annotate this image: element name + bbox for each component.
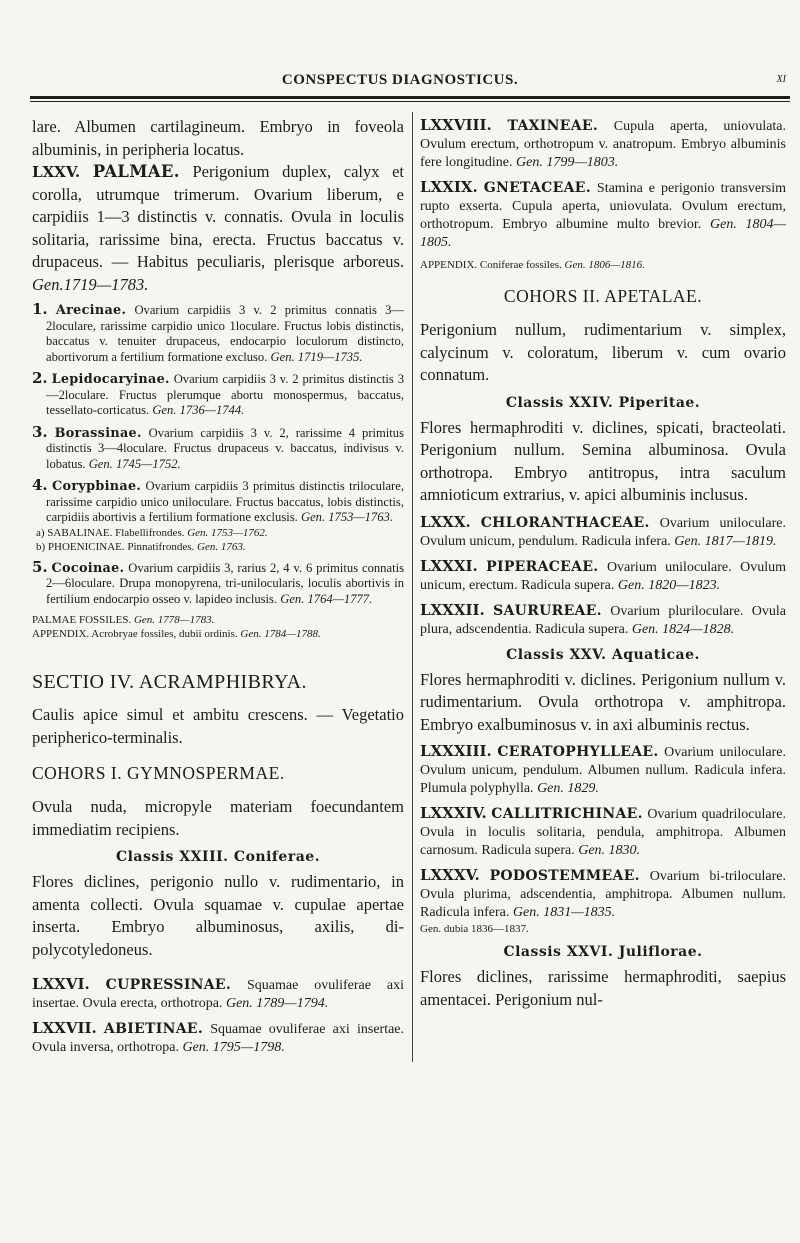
order-name: SAURUREAE. bbox=[493, 602, 602, 619]
order-name: CUPRESSINAE. bbox=[105, 977, 232, 993]
genera-range: Gen. 1804—1805. bbox=[420, 217, 786, 250]
order-taxineae bbox=[420, 116, 786, 172]
suborder-name: Corypbinae. bbox=[52, 479, 142, 494]
suborder-name: Cocoinae. bbox=[51, 560, 125, 576]
order-description: Squamae ovuliferae axi insertae. Ovula erecta, orthotropa. bbox=[32, 978, 405, 1011]
genera-range: Gen. 1820—1823. bbox=[617, 577, 721, 593]
appendix-label: APPENDIX. Coniferae fossiles. bbox=[420, 259, 562, 271]
suborder-description: Ovarium carpidiis 3 v. 2 primitus distinctis 3—2loculare. Fructus plerumque abortu monospermus, baccatus, tessellato-corticatus. bbox=[46, 372, 404, 417]
order-description: Ovarium bi-triloculare. Ovula plurima, adscendentia, amphitropa. Albumen nullum. Radicula infera. bbox=[420, 869, 786, 920]
palmae-fossiles bbox=[32, 613, 404, 627]
tribe-phoenicinae bbox=[32, 540, 404, 554]
genera-range: Gen. 1753—1763. bbox=[300, 510, 393, 524]
order-number: LXXXI. bbox=[420, 556, 478, 575]
order-description: Perigonium duplex, calyx et corolla, utrumque trimerum. Ovarium liberum, e carpidiis 1—3 distinctis v. connatis. Ovula in loculis solitaria, rarissime bina, erecta. Fructus baccatus v. drupaceus. — Habitus peculiaris, plerisque arboreus. bbox=[32, 162, 405, 271]
appendix-acrobryae bbox=[32, 627, 404, 641]
order-description: Ovarium uniloculare. Ovulum unicum, pendulum. Radicula infera. bbox=[420, 515, 786, 549]
genera-range: Gen. 1806—1816. bbox=[564, 259, 645, 271]
genera-range: Gen. 1789—1794. bbox=[225, 996, 329, 1011]
order-chloranthaceae bbox=[420, 513, 786, 551]
order-number: LXXVI. bbox=[32, 975, 90, 993]
tribe-sabalinae bbox=[32, 526, 404, 540]
page-header bbox=[0, 0, 800, 100]
suborder-coryphinae bbox=[32, 478, 404, 526]
order-description: Ovarium uniloculare. Ovulum unicum, erectum. Radicula supera. bbox=[420, 559, 786, 593]
order-name: CERATOPHYLLEAE. bbox=[497, 744, 659, 760]
genera-range: Gen. 1719—1735. bbox=[270, 349, 363, 364]
appendix-label: APPENDIX. Acrobryae fossiles, dubii ordinis. bbox=[32, 628, 238, 640]
tribe-label: b) PHOENICINAE. Pinnatifrondes. bbox=[36, 540, 195, 553]
cohors-description: Ovula nuda, micropyle materiam foecundantem immediatim recipiens. bbox=[32, 797, 404, 839]
order-number: LXXXII. bbox=[420, 600, 485, 619]
order-description: Ovarium uniloculare. Ovulum unicum, pendulum. Albumen nullum. Radicula infera. Plumula polyphylla. bbox=[420, 745, 786, 796]
suborder-name: Arecinae. bbox=[55, 303, 127, 318]
order-callitrichinae bbox=[420, 804, 786, 860]
classis-title: Classis XXIII. Coniferae. bbox=[115, 849, 321, 865]
genera-range: Gen. 1764—1777. bbox=[280, 591, 373, 606]
cohors-title: COHORS I. GYMNOSPERMAE. bbox=[32, 763, 285, 783]
suborder-number: 5. bbox=[32, 557, 48, 576]
order-podostemmeae bbox=[420, 866, 786, 922]
column-divider bbox=[412, 112, 413, 1062]
left-column bbox=[32, 116, 404, 1057]
genera-range: Gen. 1795—1798. bbox=[182, 1040, 285, 1055]
suborder-number: 3. bbox=[32, 422, 48, 441]
classis-title: Classis XXVI. Juliflorae. bbox=[503, 944, 703, 960]
order-number: LXXXIII. bbox=[420, 742, 492, 760]
appendix-coniferae bbox=[420, 258, 786, 272]
order-palmae bbox=[32, 161, 404, 296]
suborder-cocoinae bbox=[32, 557, 404, 608]
order-abietinae bbox=[32, 1019, 404, 1057]
genera-range: Gen. 1830. bbox=[578, 843, 641, 858]
suborder-number: 4. bbox=[32, 476, 48, 494]
order-number: LXXV. bbox=[32, 163, 81, 181]
order-name: TAXINEAE. bbox=[507, 118, 599, 134]
genera-range: Gen. 1829. bbox=[537, 781, 599, 796]
order-name: CALLITRICHINAE. bbox=[491, 806, 643, 822]
order-number: LXXXIV. bbox=[420, 804, 487, 822]
order-name: PODOSTEMMEAE. bbox=[489, 868, 640, 884]
genera-range: Gen. 1753—1762. bbox=[187, 526, 268, 539]
genera-range: Gen. 1784—1788. bbox=[240, 628, 321, 640]
order-name: PALMAE. bbox=[92, 162, 180, 181]
section-title: SECTIO IV. ACRAMPHIBRYA. bbox=[32, 671, 307, 693]
order-gnetaceae bbox=[420, 178, 786, 252]
genera-range: Gen. 1745—1752. bbox=[88, 456, 181, 471]
order-description: Cupula aperta, uniovulata. Ovulum erectum, orthotropum v. anatropum. Embryo albuminis fere longitudine. bbox=[420, 119, 787, 170]
genera-range: Gen. 1817—1819. bbox=[674, 533, 777, 549]
genera-range: Gen. 1778—1783. bbox=[133, 614, 215, 626]
suborder-number: 1. bbox=[32, 300, 48, 318]
order-name: CHLORANTHACEAE. bbox=[480, 514, 650, 531]
genera-dubia: Gen. dubia 1836—1837. bbox=[420, 923, 529, 935]
order-cupressinae bbox=[32, 975, 404, 1013]
order-description: Squamae ovuliferae axi insertae. Ovula inversa, orthotropa. bbox=[32, 1022, 405, 1055]
classis-description: Flores hermaphroditi v. diclines. Perigonium nullum v. rudimentarium. Ovula orthotropa v. amphitropa. Embryo exalbuminosus v. in axi albuminis rectus. bbox=[420, 669, 786, 734]
genera-range: Gen. 1736—1744. bbox=[152, 403, 245, 417]
classis-description: Flores hermaphroditi v. diclines, spicati, bracteolati. Perigonium nullum. Semina albuminosa. Ovula orthotropa. Embryo antitropus, intra saculum amnioticum extrarius, v. apici albuminis inclusus. bbox=[420, 417, 786, 504]
genera-range: Gen.1719—1783. bbox=[32, 274, 149, 294]
suborder-description: Ovarium carpidiis 3, rarius 2, 4 v. 6 primitus connatis 2—6loculare. Drupa monopyrena, tri-unilocularis, loculis abortivis in fertilium endocarpio osseo v. lapideo inclusis. bbox=[46, 560, 404, 606]
fossil-label: PALMAE FOSSILES. bbox=[32, 614, 132, 626]
order-description: Ovarium pluriloculare. Ovula plura, adscendentia. Radicula supera. bbox=[420, 603, 787, 637]
order-number: LXXVII. bbox=[32, 1019, 97, 1037]
order-number: LXXVIII. bbox=[420, 116, 492, 134]
suborder-number: 2. bbox=[32, 369, 48, 387]
header-rule-thin bbox=[30, 101, 790, 102]
genera-range: Gen. 1824—1828. bbox=[631, 621, 735, 637]
order-ceratophylleae bbox=[420, 742, 786, 798]
classis-title: Classis XXIV. Piperitae. bbox=[505, 394, 701, 411]
classis-title: Classis XXV. Aquaticae. bbox=[506, 646, 700, 663]
order-piperaceae bbox=[420, 557, 786, 595]
cohors-title: COHORS II. APETALAE. bbox=[503, 286, 703, 306]
order-description: Stamina e perigonio transversim rupto exserta. Cupula aperta, uniovulata. Ovulum erectum, orthotropum. Embryo albumine multo brevior. bbox=[420, 181, 787, 232]
genera-range: Gen. 1831—1835. bbox=[512, 905, 616, 920]
order-number: LXXIX. bbox=[420, 178, 478, 196]
order-name: PIPERACEAE. bbox=[486, 558, 599, 575]
right-column bbox=[420, 116, 786, 1011]
suborder-description: Ovarium carpidiis 3 primitus distinctis triloculare, rarissime carpidio unico uniloculare. Fructus baccatus, lobis distinctis, carpidiis abortivis a fertilium formatione exclusis. bbox=[46, 479, 404, 524]
order-name: GNETACEAE. bbox=[483, 180, 591, 196]
genera-range: Gen. 1799—1803. bbox=[516, 155, 619, 170]
suborder-lepidocaryinae bbox=[32, 371, 404, 419]
running-title: CONSPECTUS DIAGNOSTICUS. bbox=[281, 72, 519, 88]
suborder-name: Lepidocaryinae. bbox=[51, 372, 170, 387]
tribe-label: a) SABALINAE. Flabellifrondes. bbox=[36, 526, 185, 539]
order-name: ABIETINAE. bbox=[103, 1021, 204, 1037]
suborder-description: Ovarium carpidiis 3 v. 2 primitus connatis 3—2loculare, rarissime carpidio unico 1loculare. Fructus lobis distinctis, baccatus v. tenuiter drupaceus, endocarpio loculorum distincto, abortivorum a fertilium formatione excluso. bbox=[46, 303, 404, 364]
classis-description: Flores diclines, rarissime hermaphroditi, saepius amentacei. Perigonium nul- bbox=[420, 967, 786, 1009]
cohors-description: Perigonium nullum, rudimentarium v. simplex, calycinum v. coloratum, liberum v. cum ovario connatum. bbox=[420, 320, 786, 384]
order-number: LXXX. bbox=[420, 512, 471, 531]
suborder-description: Ovarium carpidiis 3 v. 2, rarissime 4 primitus distinctis 3—4loculare. Fructus drupaceus v. baccatus, indivisus v. lobatus. bbox=[46, 425, 404, 471]
header-rule-thick bbox=[30, 96, 790, 99]
section-description: Caulis apice simul et ambitu crescens. — Vegetatio peripherico-terminalis. bbox=[32, 705, 404, 747]
page-number: XI bbox=[776, 74, 786, 85]
genera-range: Gen. 1763. bbox=[197, 540, 246, 553]
paragraph-continuation: lare. Albumen cartilagineum. Embryo in foveola albuminis, in peripheria locatus. bbox=[32, 117, 404, 159]
order-saurureae bbox=[420, 601, 786, 639]
classis-description: Flores diclines, perigonio nullo v. rudimentario, in amenta collecti. Ovula squamae v. cupulae apertae inserta. Embryo albuminosus, axilis, di-polycotyledoneus. bbox=[32, 872, 404, 959]
order-description: Ovarium quadriloculare. Ovula in loculis solitaria, pendula, amphitropa. Albumen carnosum. Radicula supera. bbox=[420, 807, 786, 858]
suborder-arecinae bbox=[32, 302, 404, 365]
suborder-borassinae bbox=[32, 422, 404, 473]
order-number: LXXXV. bbox=[420, 866, 480, 884]
suborder-name: Borassinae. bbox=[54, 425, 142, 441]
